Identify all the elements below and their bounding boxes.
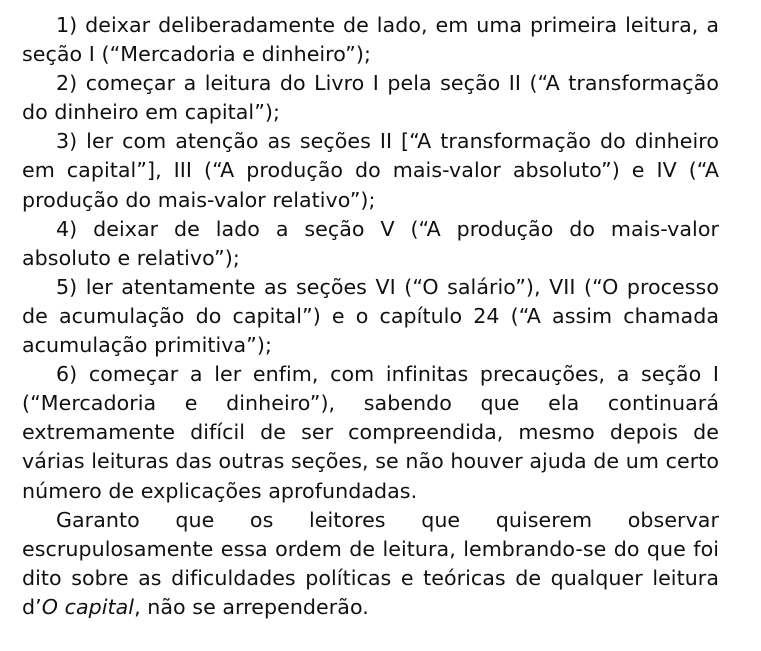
closing-text-after: , não se arrependerão. <box>134 594 369 619</box>
closing-text-before: Garanto que os leitores que quiserem observar escrupulosamente essa ordem de leitura, lembrando-se do que foi dito sobre as dificuldades políticas e teóricas de qualquer leitura d’ <box>22 507 719 619</box>
reading-instruction-6: 6) começar a ler enfim, com infinitas precauções, a seção I (“Mercadoria e dinheiro”), sabendo que ela continuará extremamente difícil de ser compreendida, mesmo depois de várias leituras das outras seções, se não houver ajuda de um certo número de explicações aprofundadas. <box>22 362 719 503</box>
reading-instruction-4: 4) deixar de lado a seção V (“A produção do mais-valor absoluto e relativo”); <box>22 216 719 270</box>
closing-paragraph <box>22 506 719 622</box>
reading-instruction-2: 2) começar a leitura do Livro I pela seção II (“A transformação do dinheiro em capital”); <box>22 71 719 125</box>
reading-instruction-1: 1) deixar deliberadamente de lado, em uma primeira leitura, a seção I (“Mercadoria e dinheiro”); <box>22 13 719 67</box>
book-title: O capital <box>41 594 135 619</box>
reading-instruction-3: 3) ler com atenção as seções II [“A transformação do dinheiro em capital”], III (“A produção do mais-valor absoluto”) e IV (“A produção do mais-valor relativo”); <box>22 129 719 212</box>
reading-instruction-5: 5) ler atentamente as seções VI (“O salário”), VII (“O processo de acumulação do capital”) e o capítulo 24 (“A assim chamada acumulação primitiva”); <box>22 274 719 358</box>
